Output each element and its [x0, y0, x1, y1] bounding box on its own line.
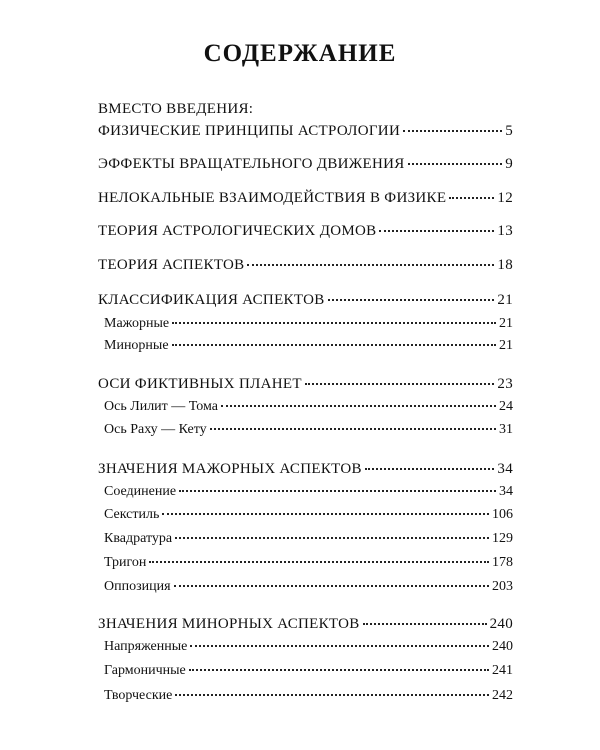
toc-entry-label: Секстиль — [104, 507, 160, 522]
toc-entry[interactable] — [98, 376, 513, 393]
toc-subentry[interactable] — [98, 579, 513, 595]
dot-leader — [449, 197, 494, 199]
toc-entry-label: КЛАССИФИКАЦИЯ АСПЕКТОВ — [98, 292, 325, 308]
toc-subentry[interactable] — [98, 399, 513, 415]
toc-entry-label: Квадратура — [104, 531, 173, 546]
toc-entry-label: ТЕОРИЯ АСТРОЛОГИЧЕСКИХ ДОМОВ — [98, 223, 377, 239]
toc-entry[interactable] — [98, 123, 513, 140]
toc-entry-page: 241 — [492, 663, 513, 678]
toc-subentry[interactable] — [98, 316, 513, 332]
toc-subentry[interactable] — [98, 531, 513, 547]
toc-entry[interactable] — [98, 190, 513, 207]
toc-entry-label: Минорные — [104, 338, 169, 353]
toc-subentry[interactable] — [98, 422, 513, 438]
dot-leader — [221, 405, 496, 407]
toc-entry-label: Тригон — [104, 555, 147, 570]
toc-entry[interactable] — [98, 156, 513, 173]
dot-leader — [365, 468, 495, 470]
dot-leader — [162, 513, 489, 515]
toc-entry-page: 9 — [505, 156, 513, 172]
dot-leader — [172, 344, 496, 346]
dot-leader — [305, 383, 495, 385]
toc-entry-page: 31 — [499, 422, 513, 437]
toc-entry-page: 24 — [499, 399, 513, 414]
toc-entry-page: 240 — [489, 616, 513, 632]
toc-entry-label: Ось Лилит — Тома — [104, 399, 219, 414]
toc-entry-label: ФИЗИЧЕСКИЕ ПРИНЦИПЫ АСТРОЛОГИИ — [98, 123, 401, 139]
dot-leader — [190, 645, 489, 647]
toc-subentry[interactable] — [98, 507, 513, 523]
dot-leader — [189, 669, 489, 671]
toc-subentry[interactable] — [98, 484, 513, 500]
dot-leader — [175, 694, 489, 696]
toc-subentry[interactable] — [98, 639, 513, 655]
toc-entry-page: 203 — [492, 579, 513, 594]
dot-leader — [179, 490, 496, 492]
dot-leader — [403, 130, 502, 132]
toc-entry-page: 13 — [497, 223, 513, 239]
toc-entry-page: 240 — [492, 639, 513, 654]
toc-entry-label: Мажорные — [104, 316, 170, 331]
dot-leader — [328, 299, 495, 301]
toc-subentry[interactable] — [98, 555, 513, 571]
toc-entry-page: 34 — [499, 484, 513, 499]
toc-subentry[interactable] — [98, 663, 513, 679]
toc-entry-label: Творческие — [104, 688, 173, 703]
toc-entry-page: 5 — [505, 123, 513, 139]
toc-subentry[interactable] — [98, 338, 513, 354]
toc-entry[interactable] — [98, 616, 513, 633]
dot-leader — [174, 585, 489, 587]
toc-entry-page: 12 — [497, 190, 513, 206]
page-title: СОДЕРЖАНИЕ — [203, 40, 397, 67]
toc-entry-label: ЭФФЕКТЫ ВРАЩАТЕЛЬНОГО ДВИЖЕНИЯ — [98, 156, 405, 172]
toc-entry-page: 242 — [492, 688, 513, 703]
toc-entry-label: ЗНАЧЕНИЯ МАЖОРНЫХ АСПЕКТОВ — [98, 461, 362, 477]
toc-subentry[interactable] — [98, 688, 513, 704]
toc-entry-page: 23 — [497, 376, 513, 392]
dot-leader — [172, 322, 496, 324]
toc-entry-label: Напряженные — [104, 639, 188, 654]
toc-entry[interactable] — [98, 257, 513, 274]
toc-entry-label: ОСИ ФИКТИВНЫХ ПЛАНЕТ — [98, 376, 302, 392]
toc-entry-page: 21 — [499, 316, 513, 331]
dot-leader — [175, 537, 489, 539]
toc-entry[interactable] — [98, 461, 513, 478]
dot-leader — [363, 623, 487, 625]
toc-entry-page: 21 — [499, 338, 513, 353]
toc-entry[interactable] — [98, 223, 513, 240]
dot-leader — [247, 264, 494, 266]
toc-entry-label: Ось Раху — Кету — [104, 422, 207, 437]
toc-entry[interactable] — [98, 292, 513, 309]
toc-entry-page: 106 — [492, 507, 513, 522]
toc-entry-page: 21 — [497, 292, 513, 308]
toc-entry-label: Гармоничные — [104, 663, 186, 678]
toc-entry-label: НЕЛОКАЛЬНЫЕ ВЗАИМОДЕЙСТВИЯ В ФИЗИКЕ — [98, 190, 447, 206]
toc-entry-page: 178 — [492, 555, 513, 570]
toc-entry-page: 18 — [497, 257, 513, 273]
toc-entry-label: ЗНАЧЕНИЯ МИНОРНЫХ АСПЕКТОВ — [98, 616, 360, 632]
toc-intro-line: ВМЕСТО ВВЕДЕНИЯ: — [98, 101, 254, 117]
dot-leader — [408, 163, 503, 165]
toc-entry-page: 129 — [492, 531, 513, 546]
dot-leader — [149, 561, 489, 563]
toc-entry-page: 34 — [497, 461, 513, 477]
toc-entry-label: Оппозиция — [104, 579, 171, 594]
dot-leader — [379, 230, 494, 232]
dot-leader — [210, 428, 496, 430]
toc-entry-label: Соединение — [104, 484, 177, 499]
toc-entry-label: ТЕОРИЯ АСПЕКТОВ — [98, 257, 245, 273]
